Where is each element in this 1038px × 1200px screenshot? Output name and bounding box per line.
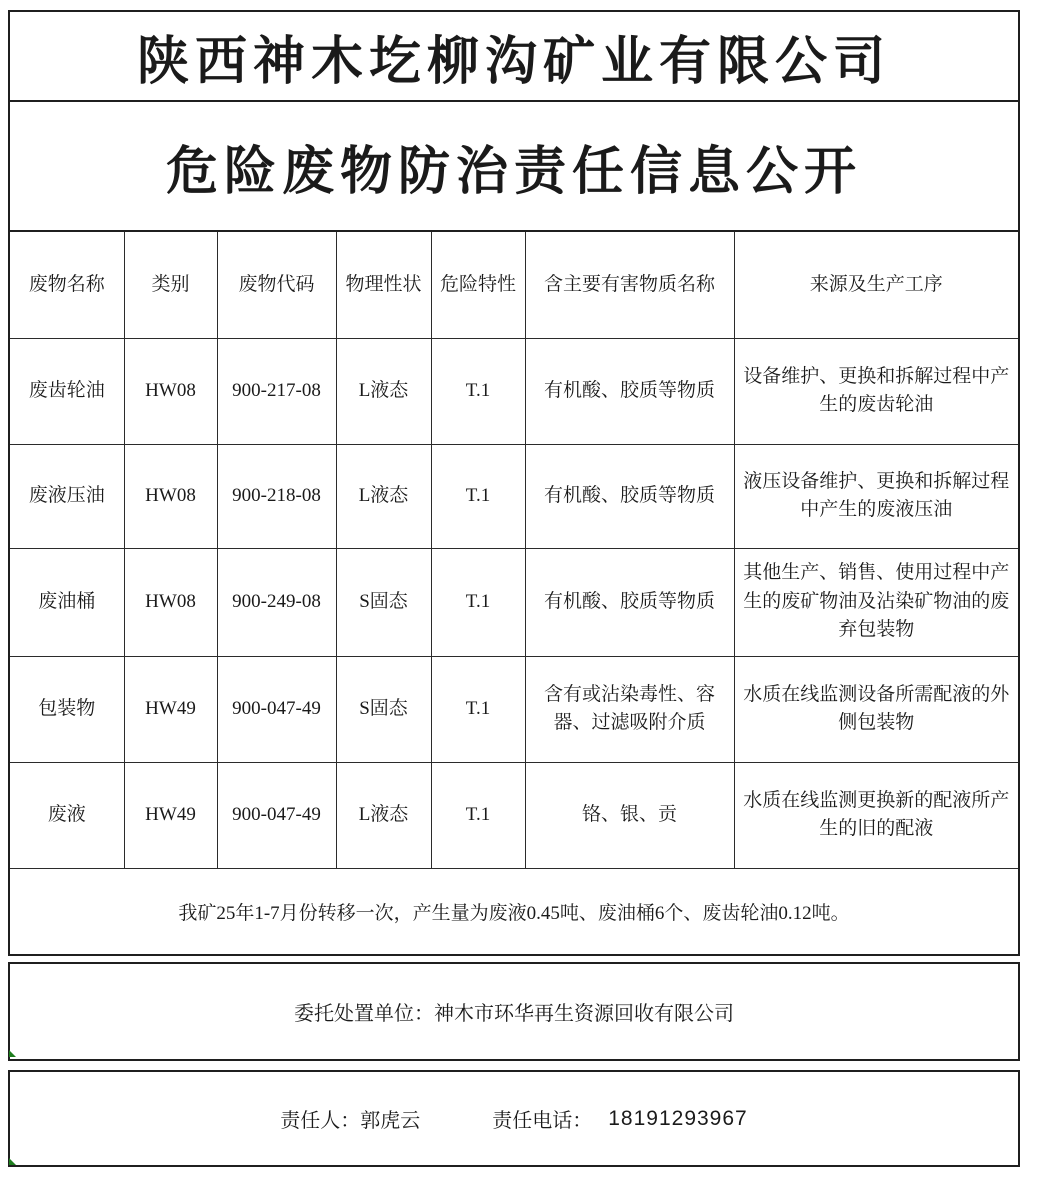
responsible-phone-number: 18191293967 [608,1106,748,1130]
col-header-waste-name: 废物名称 [10,232,124,338]
source-cell: 液压设备维护、更换和拆解过程中产生的废液压油 [734,444,1018,548]
category-cell: HW49 [124,762,217,868]
col-header-substances: 含主要有害物质名称 [525,232,734,338]
substances-cell: 有机酸、胶质等物质 [525,444,734,548]
hazard-trait-cell: T.1 [431,762,525,868]
hazard-trait-cell: T.1 [431,338,525,444]
waste-name-cell: 废液 [10,762,124,868]
col-header-source: 来源及生产工序 [734,232,1018,338]
transfer-summary-text: 我矿25年1-7月份转移一次，产生量为废液0.45吨、废油桶6个、废齿轮油0.12吨。 [178,902,850,924]
responsible-person-group [280,1104,420,1133]
waste-code-cell: 900-047-49 [217,762,336,868]
waste-name-cell: 废齿轮油 [10,338,124,444]
table-row [10,444,1018,548]
green-corner-artifact [9,1158,16,1165]
substances-cell: 有机酸、胶质等物质 [525,338,734,444]
waste-code-cell: 900-249-08 [217,548,336,656]
main-table-block [8,10,1020,956]
waste-name-cell: 废油桶 [10,548,124,656]
disposal-unit-text: 委托处置单位：神木市环华再生资源回收有限公司 [294,1003,734,1025]
disposal-unit-block [8,962,1020,1061]
category-cell: HW08 [124,444,217,548]
col-header-waste-code: 废物代码 [217,232,336,338]
waste-table [10,232,1018,869]
doc-title: 危险废物防治责任信息公开 [10,102,1018,232]
responsible-phone-group [492,1104,747,1133]
waste-code-cell: 900-217-08 [217,338,336,444]
substances-cell: 有机酸、胶质等物质 [525,548,734,656]
table-header-row [10,232,1018,338]
col-header-physical-state: 物理性状 [336,232,431,338]
table-row [10,338,1018,444]
substances-cell: 铬、银、贡 [525,762,734,868]
company-title: 陕西神木圪柳沟矿业有限公司 [10,12,1018,102]
waste-code-cell: 900-218-08 [217,444,336,548]
table-row [10,656,1018,762]
responsible-phone-label: 责任电话： [492,1110,593,1132]
waste-name-cell: 包装物 [10,656,124,762]
category-cell: HW49 [124,656,217,762]
physical-state-cell: L液态 [336,444,431,548]
col-header-hazard-trait: 危险特性 [431,232,525,338]
physical-state-cell: S固态 [336,656,431,762]
source-cell: 水质在线监测更换新的配液所产生的旧的配液 [734,762,1018,868]
physical-state-cell: S固态 [336,548,431,656]
hazard-trait-cell: T.1 [431,444,525,548]
responsible-person-name: 郭虎云 [360,1110,421,1132]
category-cell: HW08 [124,338,217,444]
substances-cell: 含有或沾染毒性、容器、过滤吸附介质 [525,656,734,762]
responsible-person-label: 责任人： [280,1110,361,1132]
table-row [10,762,1018,868]
hazard-trait-cell: T.1 [431,656,525,762]
physical-state-cell: L液态 [336,338,431,444]
hazard-trait-cell: T.1 [431,548,525,656]
responsibility-block [8,1070,1020,1167]
waste-name-cell: 废液压油 [10,444,124,548]
col-header-category: 类别 [124,232,217,338]
waste-code-cell: 900-047-49 [217,656,336,762]
table-row [10,548,1018,656]
physical-state-cell: L液态 [336,762,431,868]
category-cell: HW08 [124,548,217,656]
source-cell: 其他生产、销售、使用过程中产生的废矿物油及沾染矿物油的废弃包装物 [734,548,1018,656]
source-cell: 水质在线监测设备所需配液的外侧包装物 [734,656,1018,762]
source-cell: 设备维护、更换和拆解过程中产生的废齿轮油 [734,338,1018,444]
green-corner-artifact [9,1050,16,1057]
